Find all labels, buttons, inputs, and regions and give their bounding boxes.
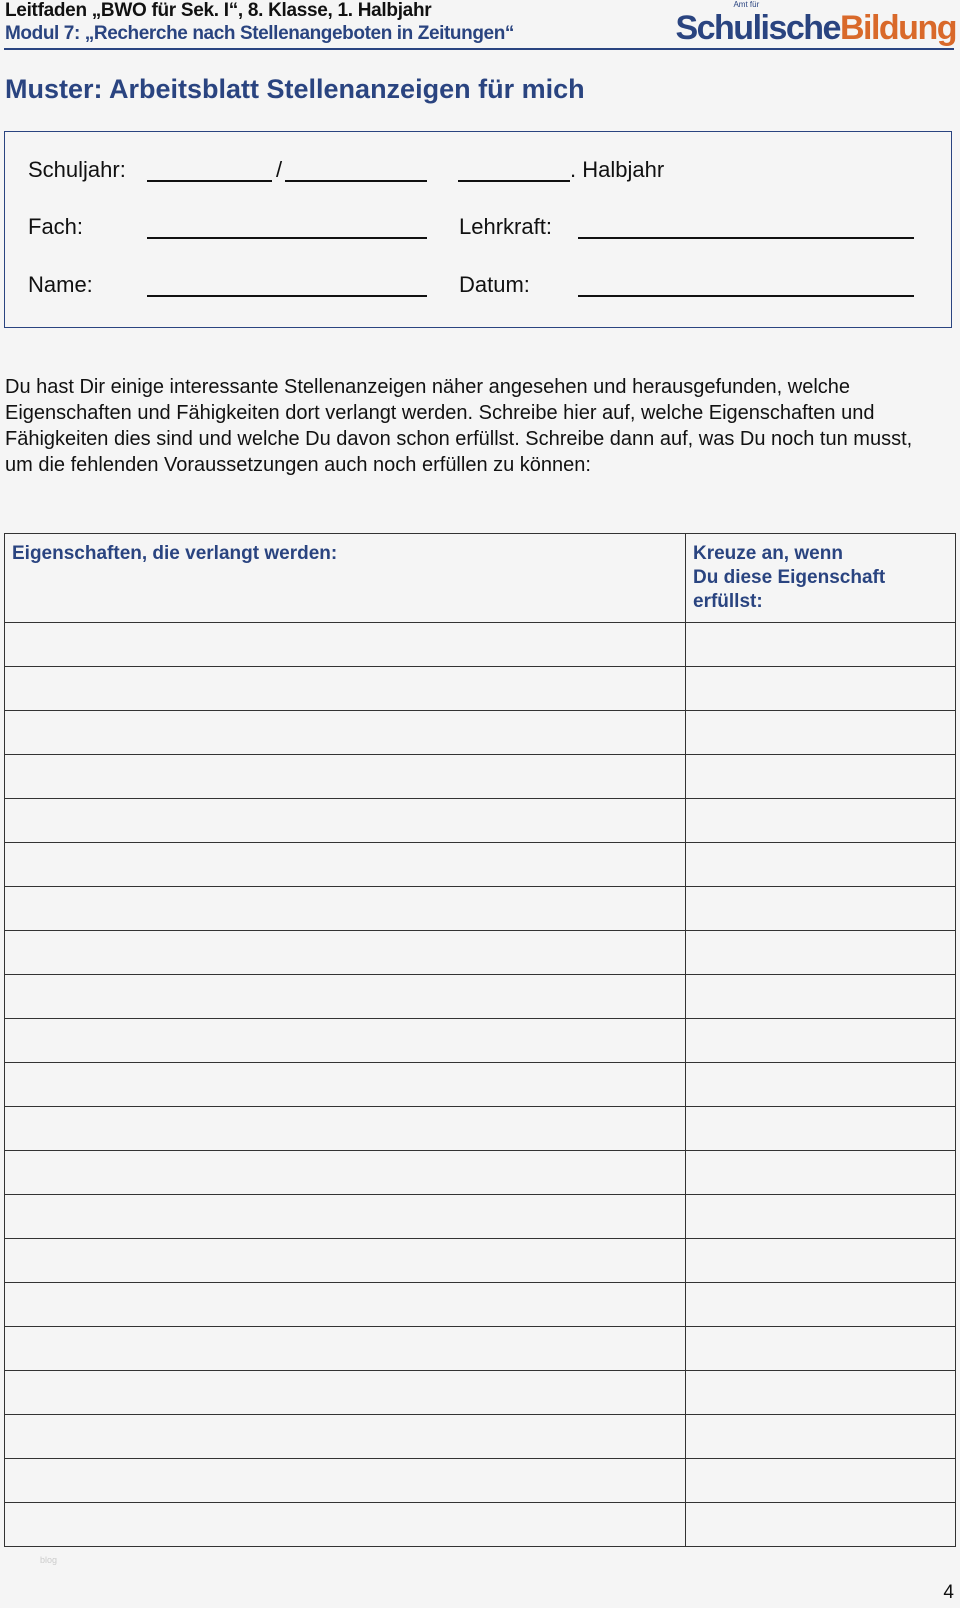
property-cell[interactable]: [5, 623, 686, 667]
watermark: blog: [40, 1555, 58, 1565]
lehrkraft-label: Lehrkraft:: [459, 214, 552, 239]
property-cell[interactable]: [5, 1019, 686, 1063]
check-cell[interactable]: [686, 1371, 956, 1415]
table-row: [5, 1151, 956, 1195]
logo: [675, 0, 956, 47]
fach-label: Fach:: [28, 214, 84, 239]
table-row: [5, 1019, 956, 1063]
check-cell[interactable]: [686, 1327, 956, 1371]
schuljahr-field-1[interactable]: [147, 180, 272, 182]
property-cell[interactable]: [5, 887, 686, 931]
property-cell[interactable]: [5, 755, 686, 799]
column-header-check: Kreuze an, wenn Du diese Eigenschaft erfüllst:: [686, 534, 956, 623]
property-cell[interactable]: [5, 1503, 686, 1547]
properties-table: [4, 533, 956, 1547]
check-cell[interactable]: [686, 799, 956, 843]
table-row: [5, 1415, 956, 1459]
lehrkraft-field[interactable]: [578, 237, 914, 239]
property-cell[interactable]: [5, 1415, 686, 1459]
check-cell[interactable]: [686, 711, 956, 755]
table-row: [5, 711, 956, 755]
table-row: [5, 843, 956, 887]
table-row: [5, 1283, 956, 1327]
property-cell[interactable]: [5, 667, 686, 711]
name-label: Name:: [28, 272, 93, 297]
datum-label: Datum:: [459, 272, 530, 297]
table-row: [5, 755, 956, 799]
property-cell[interactable]: [5, 1107, 686, 1151]
fach-field[interactable]: [147, 237, 427, 239]
check-cell[interactable]: [686, 1107, 956, 1151]
table-row: [5, 1459, 956, 1503]
logo-main-text: SchulischeBildung: [675, 9, 956, 47]
property-cell[interactable]: [5, 1239, 686, 1283]
check-cell[interactable]: [686, 931, 956, 975]
slash: /: [276, 157, 283, 182]
check-cell[interactable]: [686, 1503, 956, 1547]
page-number: 4: [943, 1582, 954, 1603]
check-cell[interactable]: [686, 755, 956, 799]
check-cell[interactable]: [686, 1415, 956, 1459]
table-row: [5, 1503, 956, 1547]
property-cell[interactable]: [5, 1327, 686, 1371]
property-cell[interactable]: [5, 1283, 686, 1327]
table-row: [5, 623, 956, 667]
property-cell[interactable]: [5, 711, 686, 755]
property-cell[interactable]: [5, 975, 686, 1019]
check-cell[interactable]: [686, 843, 956, 887]
name-field[interactable]: [147, 295, 427, 297]
table-row: [5, 1371, 956, 1415]
check-cell[interactable]: [686, 1151, 956, 1195]
property-cell[interactable]: [5, 931, 686, 975]
check-cell[interactable]: [686, 1019, 956, 1063]
check-cell[interactable]: [686, 1063, 956, 1107]
property-cell[interactable]: [5, 843, 686, 887]
instructions-text: Du hast Dir einige interessante Stellenanzeigen näher angesehen und herausgefunden, welche Eigenschaften und Fähigkeiten dort verlangt werden. Schreibe hier auf, welche Eigenschaften und Fähigkeiten dies sind und welche Du davon schon erfüllst. Schreibe dann auf, was Du noch tun musst, um die fehlenden Voraussetzungen auch noch erfüllen zu können:: [5, 376, 913, 476]
check-cell[interactable]: [686, 1459, 956, 1503]
property-cell[interactable]: [5, 1371, 686, 1415]
column-header-properties: Eigenschaften, die verlangt werden:: [5, 534, 686, 623]
check-cell[interactable]: [686, 975, 956, 1019]
table-row: [5, 1327, 956, 1371]
halbjahr-field[interactable]: [458, 180, 570, 182]
property-cell[interactable]: [5, 1063, 686, 1107]
page-title: Muster: Arbeitsblatt Stellenanzeigen für mich: [5, 74, 585, 104]
check-cell[interactable]: [686, 1195, 956, 1239]
check-cell[interactable]: [686, 887, 956, 931]
check-cell[interactable]: [686, 1283, 956, 1327]
table-header-row: [5, 534, 956, 623]
table-row: [5, 1195, 956, 1239]
check-cell[interactable]: [686, 667, 956, 711]
check-cell[interactable]: [686, 623, 956, 667]
table-row: [5, 931, 956, 975]
table-row: [5, 975, 956, 1019]
halbjahr-label: . Halbjahr: [570, 157, 665, 182]
header-divider: [4, 48, 954, 50]
table-row: [5, 1063, 956, 1107]
schuljahr-label: Schuljahr:: [28, 157, 126, 182]
header-module: Modul 7: „Recherche nach Stellenangeboten in Zeitungen“: [5, 23, 515, 44]
datum-field[interactable]: [578, 295, 914, 297]
property-cell[interactable]: [5, 799, 686, 843]
property-cell[interactable]: [5, 1151, 686, 1195]
logo-small-text: Amt für: [733, 0, 760, 9]
check-cell[interactable]: [686, 1239, 956, 1283]
table-row: [5, 667, 956, 711]
table-row: [5, 799, 956, 843]
schuljahr-field-2[interactable]: [285, 180, 427, 182]
property-cell[interactable]: [5, 1195, 686, 1239]
table-row: [5, 1107, 956, 1151]
header-title: Leitfaden „BWO für Sek. I“, 8. Klasse, 1. Halbjahr: [5, 0, 432, 21]
table-row: [5, 1239, 956, 1283]
property-cell[interactable]: [5, 1459, 686, 1503]
table-row: [5, 887, 956, 931]
